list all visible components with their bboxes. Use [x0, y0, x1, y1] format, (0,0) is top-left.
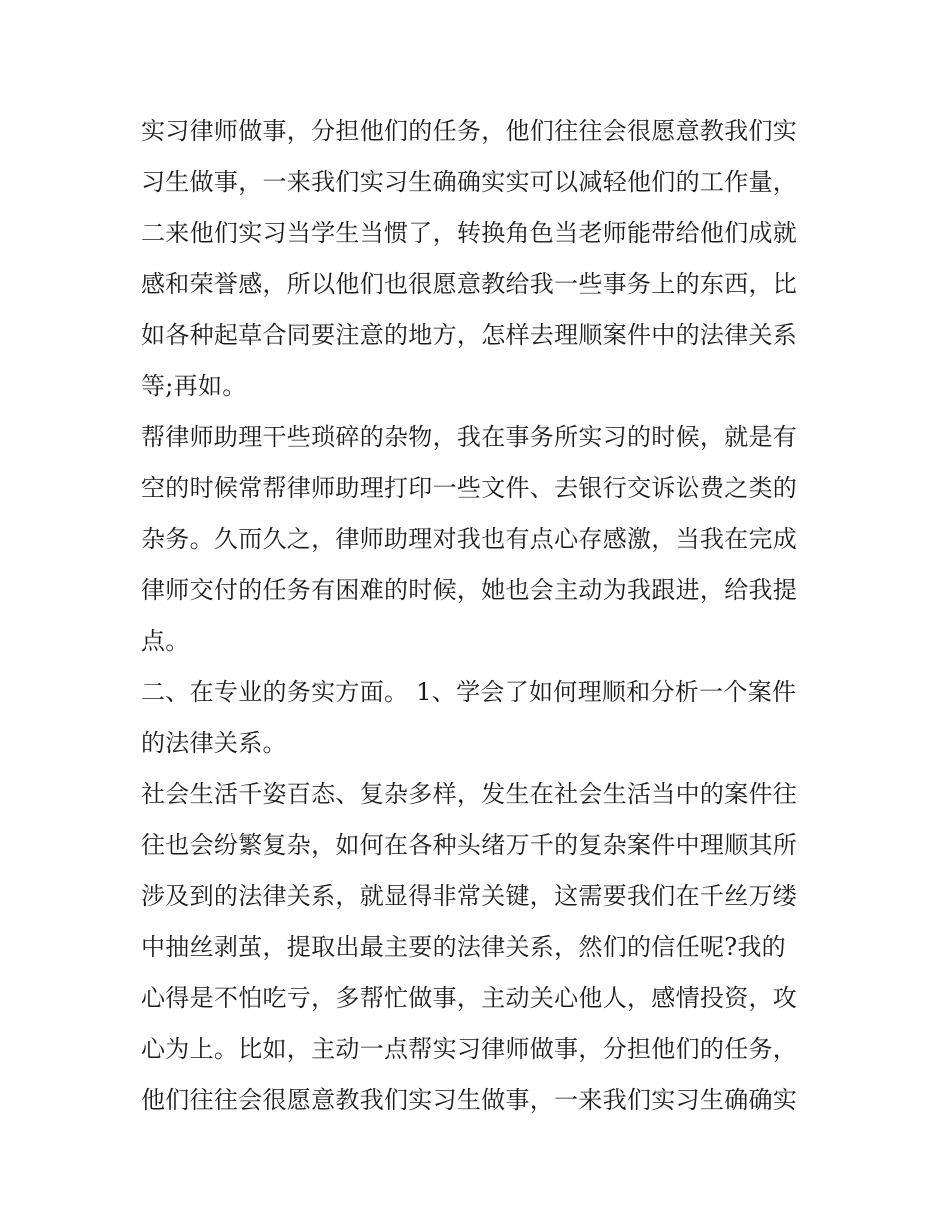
- text-line: 二来他们实习当学生当惯了，转换角色当老师能带给他们成就: [141, 219, 798, 247]
- text-line: 中抽丝剥茧，提取出最主要的法律关系，然们的信任呢?我的: [141, 933, 786, 961]
- text-line: 他们往往会很愿意教我们实习生做事，一来我们实习生确确实: [141, 1086, 798, 1114]
- text-line: 律师交付的任务有困难的时候，她也会主动为我跟进，给我提: [141, 576, 798, 604]
- text-line: 心得是不怕吃亏，多帮忙做事，主动关心他人，感情投资，攻: [141, 984, 798, 1012]
- text-line: 空的时候常帮律师助理打印一些文件、去银行交诉讼费之类的: [141, 474, 798, 502]
- text-line: 心为上。比如，主动一点帮实习律师做事，分担他们的任务，: [141, 1035, 798, 1063]
- text-line: 杂务。久而久之，律师助理对我也有点心存感激，当我在完成: [141, 525, 798, 553]
- text-line: 如各种起草合同要注意的地方，怎样去理顺案件中的法律关系: [141, 321, 798, 349]
- text-line: 往也会纷繁复杂，如何在各种头绪万千的复杂案件中理顺其所: [141, 831, 798, 859]
- text-line: 涉及到的法律关系，就显得非常关键，这需要我们在千丝万缕: [141, 882, 798, 910]
- text-line: 等;再如。: [141, 372, 247, 400]
- text-line: 点。: [141, 627, 190, 655]
- section-heading-line: 的法律关系。: [141, 729, 287, 757]
- text-line: 社会生活千姿百态、复杂多样，发生在社会生活当中的案件往: [141, 780, 798, 808]
- text-line: 实习律师做事，分担他们的任务，他们往往会很愿意教我们实: [141, 117, 798, 145]
- section-heading-line: 二、在专业的务实方面。 1、学会了如何理顺和分析一个案件: [141, 678, 797, 706]
- text-line: 习生做事，一来我们实习生确确实实可以减轻他们的工作量，: [141, 168, 798, 196]
- text-line: 感和荣誉感，所以他们也很愿意教给我一些事务上的东西，比: [141, 270, 798, 298]
- document-body: [141, 106, 821, 1126]
- text-line: 帮律师助理干些琐碎的杂物，我在事务所实习的时候，就是有: [141, 423, 798, 451]
